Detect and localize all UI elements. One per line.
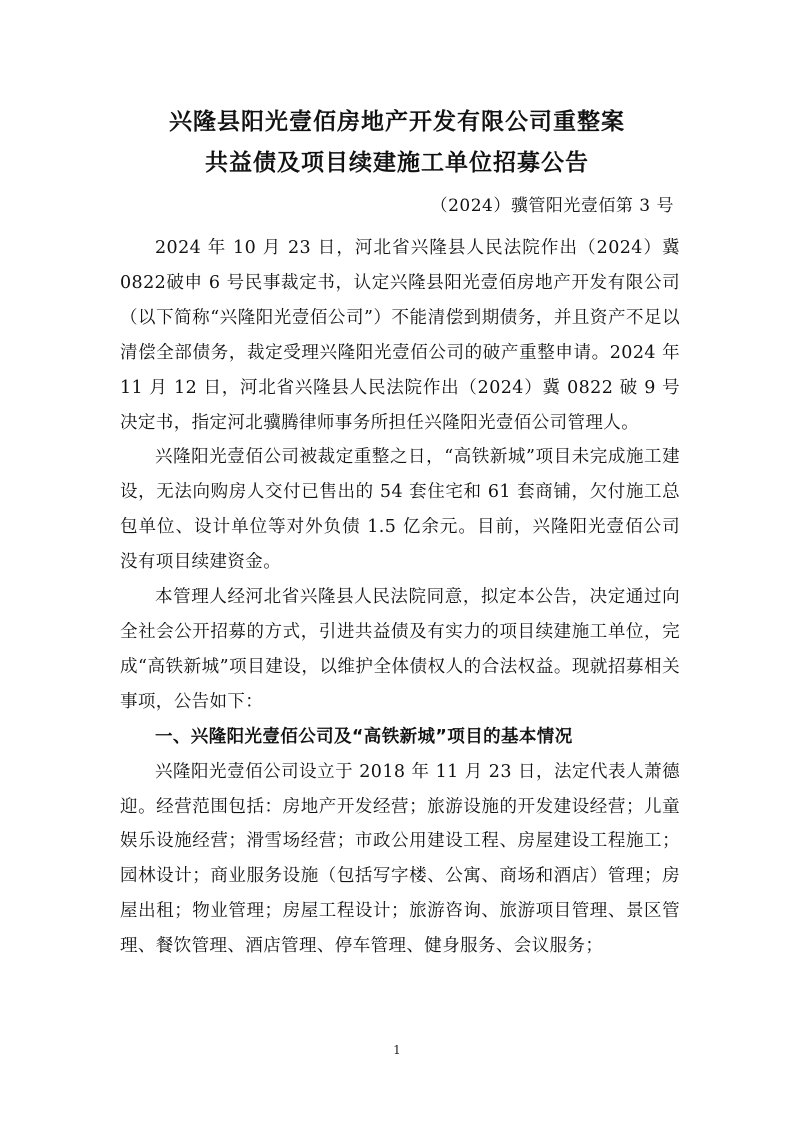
document-number: （2024）骥管阳光壹佰第 3 号 <box>430 196 674 216</box>
paragraph-recruitment-notice: 本管理人经河北省兴隆县人民法院同意，拟定本公告，决定通过向全社会公开招募的方式，引进共益债及有实力的项目续建施工单位，完成“高铁新城”项目建设，以维护全体债权人的合法权益。现就招募相关事项，公告如下： <box>120 587 680 712</box>
paragraph-project-status: 兴隆阳光壹佰公司被裁定重整之日，“高铁新城”项目未完成施工建设，无法向购房人交付已售出的 54 套住宅和 61 套商铺，欠付施工总包单位、设计单位等对外负债 1.5 亿余元。目前，兴隆阳光壹佰公司没有项目续建资金。 <box>120 447 680 573</box>
paragraph-company-info: 兴隆阳光壹佰公司设立于 2018 年 11 月 23 日，法定代表人萧德迎。经营范围包括：房地产开发经营；旅游设施的开发建设经营；儿童娱乐设施经营；滑雪场经营；市政公用建设工程、房屋建设工程施工；园林设计；商业服务设施（包括写字楼、公寓、商场和酒店）管理；房屋出租；物业管理；房屋工程设计；旅游咨询、旅游项目管理、景区管理、餐饮管理、酒店管理、停车管理、健身服务、会议服务； <box>120 761 680 957</box>
document-body <box>120 231 680 964</box>
document-title-line-2: 共益债及项目续建施工单位招募公告 <box>205 150 589 176</box>
section-heading-basic-info: 一、兴隆阳光壹佰公司及“高铁新城”项目的基本情况 <box>155 726 573 747</box>
paragraph-court-ruling: 2024 年 10 月 23 日，河北省兴隆县人民法院作出（2024）冀 0822破申 6 号民事裁定书，认定兴隆县阳光壹佰房地产开发有限公司（以下简称“兴隆阳光壹佰公司”）不能清偿到期债务，并且资产不足以清偿全部债务，裁定受理兴隆阳光壹佰公司的破产重整申请。2024 年 11 月 12 日，河北省兴隆县人民法院作出（2024）冀 0822 破 9 号决定书，指定河北骥腾律师事务所担任兴隆阳光壹佰公司管理人。 <box>120 238 680 433</box>
document-title-line-1: 兴隆县阳光壹佰房地产开发有限公司重整案 <box>169 109 625 135</box>
page-number: 1 <box>393 1043 401 1057</box>
